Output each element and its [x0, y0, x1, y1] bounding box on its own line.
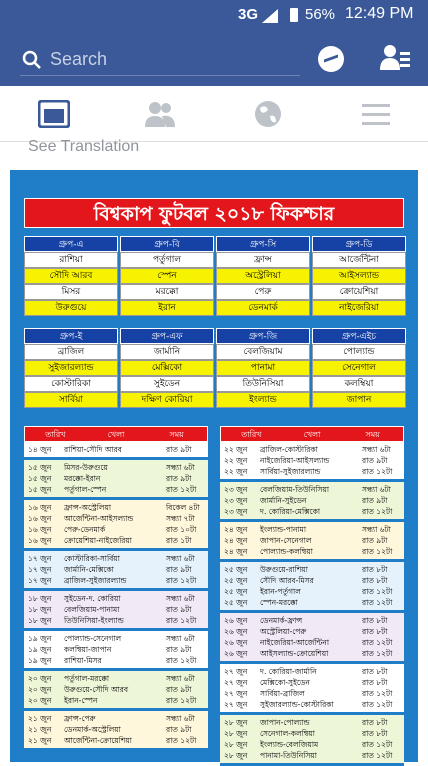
- match-teams: আর্জেন্টিনা-ক্রোয়েশিয়া: [64, 736, 132, 745]
- match-time: রাত ১২টা: [362, 587, 393, 596]
- match-row: [24, 553, 208, 564]
- match-teams: স্পেন-মরক্কো: [260, 598, 298, 607]
- schedule-left: [24, 426, 208, 751]
- match-row: [24, 615, 208, 626]
- match-teams: বেলজিয়াম-পানামা: [64, 605, 120, 614]
- match-date: ২৮ জুন: [224, 718, 248, 727]
- battery-icon: [290, 8, 298, 22]
- globe-icon[interactable]: [252, 100, 284, 128]
- group-column: [216, 236, 310, 316]
- match-teams: ব্রাজিল-কোস্টারিকা: [260, 445, 318, 454]
- match-teams: রাশিয়া-সৌদি আরব: [64, 445, 122, 454]
- match-time: রাত ৮টা: [362, 678, 388, 687]
- match-day-block: [24, 460, 208, 500]
- match-time: রাত ৯টা: [362, 496, 388, 505]
- match-row: [220, 637, 404, 648]
- match-teams: ইরান-স্পেন: [64, 696, 98, 705]
- team-cell: পানামা: [216, 360, 310, 376]
- match-row: [220, 484, 404, 495]
- facebook-top-bar: [0, 30, 428, 86]
- match-date: ২০ জুন: [28, 696, 52, 705]
- match-row: [220, 739, 404, 750]
- match-time: রাত ৯টা: [166, 725, 192, 734]
- match-teams: নাইজেরিয়া-আর্জেন্টিনা: [260, 638, 330, 647]
- match-row: [24, 535, 208, 546]
- team-cell: বেলজিয়াম: [216, 344, 310, 360]
- match-time: রাত ১২টা: [362, 467, 393, 476]
- match-teams: উরুগুয়ে-রাশিয়া: [260, 565, 308, 574]
- match-day-block: [220, 442, 404, 482]
- team-cell: মরক্কো: [120, 284, 214, 300]
- match-teams: দ. কোরিয়া-মেক্সিকো: [260, 507, 321, 516]
- match-row: [220, 524, 404, 535]
- team-cell: ইরান: [120, 300, 214, 316]
- match-day-block: [220, 664, 404, 715]
- match-row: [24, 473, 208, 484]
- match-row: [220, 466, 404, 477]
- group-header: গ্রুপ-সি: [216, 236, 310, 252]
- match-row: [220, 546, 404, 557]
- match-teams: নাইজেরিয়া-আইসল্যান্ড: [260, 456, 330, 465]
- match-row: [24, 444, 208, 455]
- match-row: [24, 502, 208, 513]
- match-date: ২৪ জুন: [224, 525, 248, 534]
- match-time: রাত ৯টা: [166, 445, 192, 454]
- match-time: রাত ১২টা: [362, 598, 393, 607]
- schedule-header-cell: সময়: [365, 430, 380, 439]
- match-time: সন্ধ্যা ৬টা: [362, 485, 391, 494]
- group-header: গ্রুপ-এইচ: [312, 328, 406, 344]
- match-time: রাত ৮টা: [362, 616, 388, 625]
- match-date: ২২ জুন: [224, 456, 248, 465]
- friends-tab-icon[interactable]: [144, 100, 176, 128]
- team-cell: দক্ষিণ কোরিয়া: [120, 392, 214, 408]
- match-day-block: [24, 442, 208, 460]
- match-date: ২৩ জুন: [224, 507, 248, 516]
- match-time: রাত ১২টা: [166, 736, 197, 745]
- match-row: [24, 695, 208, 706]
- match-teams: পর্তুগাল-মরক্কো: [64, 674, 110, 683]
- match-time: রাত ৯টা: [166, 474, 192, 483]
- match-teams: সুইডেন-দ. কোরিয়া: [64, 594, 121, 603]
- match-date: ১৬ জুন: [28, 525, 52, 534]
- match-date: ২৭ জুন: [224, 689, 248, 698]
- match-day-block: [220, 613, 404, 664]
- match-date: ২১ জুন: [28, 725, 52, 734]
- match-row: [220, 444, 404, 455]
- match-row: [24, 724, 208, 735]
- match-time: রাত ৯টা: [166, 605, 192, 614]
- team-cell: সার্বিয়া: [24, 392, 118, 408]
- match-row: [24, 633, 208, 644]
- group-header: গ্রুপ-ডি: [312, 236, 406, 252]
- match-teams: আর্জেন্টিনা-আইসল্যান্ড: [64, 514, 134, 523]
- match-time: রাত ১২টা: [362, 700, 393, 709]
- match-row: [220, 564, 404, 575]
- match-teams: কলম্বিয়া-জাপান: [64, 645, 112, 654]
- messenger-icon[interactable]: [318, 46, 344, 72]
- match-time: রাত ১২টা: [362, 751, 393, 760]
- group-header: গ্রুপ-ই: [24, 328, 118, 344]
- group-column: [24, 328, 118, 408]
- match-row: [24, 564, 208, 575]
- match-teams: জার্মানি-মেক্সিকো: [64, 565, 114, 574]
- match-teams: পেরু-ডেনমার্ক: [64, 525, 106, 534]
- match-row: [24, 684, 208, 695]
- team-cell: কলম্বিয়া: [312, 376, 406, 392]
- group-column: [120, 328, 214, 408]
- match-time: রাত ১২টা: [166, 616, 197, 625]
- group-column: [216, 328, 310, 408]
- match-date: ১৯ জুন: [28, 645, 52, 654]
- match-date: ২৪ জুন: [224, 536, 248, 545]
- match-teams: ক্রোয়েশিয়া-নাইজেরিয়া: [64, 536, 132, 545]
- match-teams: জাপান-পোল্যান্ড: [260, 718, 310, 727]
- match-row: [24, 462, 208, 473]
- match-time: সন্ধ্যা ৬টা: [362, 525, 391, 534]
- team-cell: আইসল্যান্ড: [312, 268, 406, 284]
- match-time: সন্ধ্যা ৬টা: [166, 714, 195, 723]
- team-cell: সেনেগাল: [312, 360, 406, 376]
- match-teams: ব্রাজিল-সুইজারল্যান্ড: [64, 576, 127, 585]
- match-time: রাত ৯টা: [362, 456, 388, 465]
- match-teams: সার্বিয়া-সুইজারল্যান্ড: [260, 467, 321, 476]
- search-box[interactable]: [20, 44, 300, 76]
- match-time: রাত ৯টা: [362, 536, 388, 545]
- match-row: [220, 455, 404, 466]
- match-time: রাত ১২টা: [362, 649, 393, 658]
- network-indicator: 3G: [238, 6, 259, 23]
- search-input[interactable]: [50, 46, 290, 72]
- match-row: [24, 673, 208, 684]
- match-day-block: [220, 562, 404, 613]
- match-date: ২২ জুন: [224, 467, 248, 476]
- match-teams: পোল্যান্ড-কলম্বিয়া: [260, 547, 313, 556]
- match-teams: সুইজারল্যান্ড-কোস্টারিকা: [260, 700, 334, 709]
- match-date: ১৫ জুন: [28, 485, 52, 494]
- see-translation-link[interactable]: See Translation: [28, 138, 140, 155]
- match-row: [220, 717, 404, 728]
- match-date: ২৩ জুন: [224, 496, 248, 505]
- match-row: [24, 593, 208, 604]
- match-date: ১৪ জুন: [28, 445, 52, 454]
- match-teams: ইংল্যান্ড-বেলজিয়াম: [260, 740, 319, 749]
- match-teams: সেনেগাল-কলম্বিয়া: [260, 729, 315, 738]
- match-date: ২৮ জুন: [224, 729, 248, 738]
- match-time: রাত ১২টা: [166, 696, 197, 705]
- team-cell: পর্তুগাল: [120, 252, 214, 268]
- match-date: ২২ জুন: [224, 445, 248, 454]
- match-time: সন্ধ্যা ৬টা: [166, 634, 195, 643]
- match-row: [220, 586, 404, 597]
- match-teams: পর্তুগাল-স্পেন: [64, 485, 107, 494]
- match-time: সন্ধ্যা ৬টা: [166, 674, 195, 683]
- match-time: সন্ধ্যা ৬টা: [362, 445, 391, 454]
- match-date: ১৮ জুন: [28, 594, 52, 603]
- match-row: [24, 655, 208, 666]
- team-cell: ফ্রান্স: [216, 252, 310, 268]
- match-date: ২৬ জুন: [224, 649, 248, 658]
- match-teams: দ. কোরিয়া-জার্মানি: [260, 667, 317, 676]
- match-teams: পানামা-তিউনিসিয়া: [260, 751, 317, 760]
- schedule-header-cell: খেলা: [107, 430, 125, 439]
- match-teams: ডেনমার্ক-অস্ট্রেলিয়া: [64, 725, 121, 734]
- match-day-block: [24, 711, 208, 751]
- match-date: ২০ জুন: [28, 674, 52, 683]
- match-date: ২৮ জুন: [224, 740, 248, 749]
- match-teams: ফ্রান্স-পেরু: [64, 714, 96, 723]
- match-teams: মরক্কো-ইরান: [64, 474, 101, 483]
- match-date: ১৭ জুন: [28, 576, 52, 585]
- match-teams: রাশিয়া-মিসর: [64, 656, 102, 665]
- team-cell: সৌদি আরব: [24, 268, 118, 284]
- news-feed-icon[interactable]: [38, 100, 70, 128]
- match-row: [24, 513, 208, 524]
- match-time: সন্ধ্যা ৬টা: [166, 463, 195, 472]
- match-time: রাত ১২টা: [362, 689, 393, 698]
- match-date: ১৮ জুন: [28, 605, 52, 614]
- match-time: রাত ৮টা: [362, 667, 388, 676]
- match-day-block: [24, 631, 208, 671]
- match-date: ১৯ জুন: [28, 634, 52, 643]
- match-time: রাত ৮টা: [362, 718, 388, 727]
- group-header: গ্রুপ-এফ: [120, 328, 214, 344]
- match-row: [220, 495, 404, 506]
- match-day-block: [220, 522, 404, 562]
- match-date: ১৬ জুন: [28, 503, 52, 512]
- match-teams: ফ্রান্স-অস্ট্রেলিয়া: [64, 503, 112, 512]
- match-time: রাত ১২টা: [362, 547, 393, 556]
- match-teams: ইংল্যান্ড-পানামা: [260, 525, 307, 534]
- match-date: ১৯ জুন: [28, 656, 52, 665]
- match-day-block: [24, 671, 208, 711]
- search-icon: [22, 50, 42, 70]
- match-day-block: [24, 500, 208, 551]
- team-cell: ডেনমার্ক: [216, 300, 310, 316]
- match-teams: জার্মানি-সুইডেন: [260, 496, 307, 505]
- match-day-block: [220, 482, 404, 522]
- team-cell: জার্মানি: [120, 344, 214, 360]
- match-teams: সৌদি আরব-মিসর: [260, 576, 314, 585]
- match-row: [24, 713, 208, 724]
- match-date: ১৭ জুন: [28, 565, 52, 574]
- match-row: [220, 575, 404, 586]
- match-date: ২৭ জুন: [224, 700, 248, 709]
- match-time: রাত ১২টা: [362, 740, 393, 749]
- match-row: [220, 677, 404, 688]
- team-cell: ব্রাজিল: [24, 344, 118, 360]
- match-date: ১৬ জুন: [28, 514, 52, 523]
- match-teams: বেলজিয়াম-তিউনিসিয়া: [260, 485, 330, 494]
- match-teams: অস্ট্রেলিয়া-পেরু: [260, 627, 307, 636]
- schedule-header-cell: তারিখ: [45, 430, 66, 439]
- team-cell: তিউনিসিয়া: [216, 376, 310, 392]
- match-time: সন্ধ্যা ৭টা: [166, 514, 195, 523]
- match-row: [220, 506, 404, 517]
- match-row: [220, 666, 404, 677]
- match-row: [220, 535, 404, 546]
- match-time: রাত ১২টা: [166, 656, 197, 665]
- schedule-header-cell: তারিখ: [241, 430, 262, 439]
- match-teams: মিসর-উরুগুয়ে: [64, 463, 108, 472]
- match-teams: সার্বিয়া-ব্রাজিল: [260, 689, 305, 698]
- match-date: ২৭ জুন: [224, 678, 248, 687]
- match-time: রাত ১০টা: [166, 525, 197, 534]
- match-date: ২৫ জুন: [224, 598, 248, 607]
- menu-icon[interactable]: [360, 100, 392, 128]
- match-teams: কোস্টারিকা-সার্বিয়া: [64, 554, 120, 563]
- match-date: ২৫ জুন: [224, 576, 248, 585]
- team-cell: ইংল্যান্ড: [216, 392, 310, 408]
- match-row: [220, 750, 404, 761]
- match-date: ২১ জুন: [28, 736, 52, 745]
- match-day-block: [24, 551, 208, 591]
- match-teams: আইসল্যান্ড-ক্রোয়েশিয়া: [260, 649, 329, 658]
- team-cell: ক্রোয়েশিয়া: [312, 284, 406, 300]
- team-cell: জাপান: [312, 392, 406, 408]
- battery-percent: 56%: [305, 6, 336, 23]
- match-date: ২৬ জুন: [224, 638, 248, 647]
- group-column: [312, 236, 406, 316]
- schedule-header: [24, 426, 208, 442]
- team-cell: আর্জেন্টিনা: [312, 252, 406, 268]
- match-time: বিকেল ৪টা: [166, 503, 200, 512]
- group-column: [312, 328, 406, 408]
- match-row: [220, 597, 404, 608]
- nav-tabs: [0, 86, 428, 142]
- group-header: গ্রুপ-এ: [24, 236, 118, 252]
- match-time: রাত ১২টা: [362, 507, 393, 516]
- match-row: [220, 699, 404, 710]
- group-header: গ্রুপ-জি: [216, 328, 310, 344]
- match-teams: ইরান-পর্তুগাল: [260, 587, 301, 596]
- team-cell: রাশিয়া: [24, 252, 118, 268]
- match-date: ২৩ জুন: [224, 485, 248, 494]
- group-column: [120, 236, 214, 316]
- match-teams: উরুগুয়ে-সৌদি আরব: [64, 685, 129, 694]
- match-date: ২৭ জুন: [224, 667, 248, 676]
- match-row: [24, 644, 208, 655]
- schedule-right: [220, 426, 404, 766]
- match-date: ২৬ জুন: [224, 616, 248, 625]
- schedule-header: [220, 426, 404, 442]
- schedule-header-cell: সময়: [169, 430, 184, 439]
- match-time: রাত ৮টা: [362, 576, 388, 585]
- match-teams: তিউনিসিয়া-ইংল্যান্ড: [64, 616, 124, 625]
- match-time: রাত ১২টা: [166, 576, 197, 585]
- match-date: ১৭ জুন: [28, 554, 52, 563]
- team-cell: সুইডেন: [120, 376, 214, 392]
- match-time: রাত ৮টা: [362, 565, 388, 574]
- team-cell: নাইজেরিয়া: [312, 300, 406, 316]
- match-date: ১৮ জুন: [28, 616, 52, 625]
- match-date: ২৬ জুন: [224, 627, 248, 636]
- group-header: গ্রুপ-বি: [120, 236, 214, 252]
- friend-requests-icon[interactable]: [380, 44, 410, 70]
- match-row: [24, 735, 208, 746]
- match-time: সন্ধ্যা ৬টা: [166, 594, 195, 603]
- match-date: ২৫ জুন: [224, 587, 248, 596]
- match-time: রাত ৮টা: [362, 627, 388, 636]
- match-date: ২৫ জুন: [224, 565, 248, 574]
- team-cell: মিসর: [24, 284, 118, 300]
- match-row: [24, 524, 208, 535]
- match-time: রাত ১২টা: [166, 485, 197, 494]
- match-time: রাত ৯টা: [166, 565, 192, 574]
- match-day-block: [24, 591, 208, 631]
- match-row: [220, 626, 404, 637]
- match-teams: মেক্সিকো-সুইডেন: [260, 678, 310, 687]
- match-row: [220, 728, 404, 739]
- match-date: ১৬ জুন: [28, 536, 52, 545]
- match-time: সন্ধ্যা ৬টা: [166, 554, 195, 563]
- team-cell: অস্ট্রেলিয়া: [216, 268, 310, 284]
- match-teams: ডেনমার্ক-ফ্রান্স: [260, 616, 303, 625]
- match-teams: জাপান-সেনেগাল: [260, 536, 312, 545]
- team-cell: সুইজারল্যান্ড: [24, 360, 118, 376]
- match-time: রাত ৮টা: [362, 729, 388, 738]
- match-row: [24, 604, 208, 615]
- team-cell: কোস্টারিকা: [24, 376, 118, 392]
- match-time: রাত ৯টা: [166, 685, 192, 694]
- team-cell: মেক্সিকো: [120, 360, 214, 376]
- match-time: রাত ১২টা: [362, 638, 393, 647]
- clock: 12:49 PM: [345, 5, 414, 22]
- match-date: ২১ জুন: [28, 714, 52, 723]
- match-time: রাত ৯টা: [166, 645, 192, 654]
- match-teams: পোল্যান্ড-সেনেগাল: [64, 634, 122, 643]
- match-date: ২৮ জুন: [224, 751, 248, 760]
- team-cell: পেরু: [216, 284, 310, 300]
- status-bar: [0, 0, 428, 30]
- match-date: ১৫ জুন: [28, 474, 52, 483]
- schedule-header-cell: খেলা: [303, 430, 321, 439]
- match-time: রাত ১টা: [166, 536, 192, 545]
- match-row: [220, 648, 404, 659]
- team-cell: উরুগুয়ে: [24, 300, 118, 316]
- match-date: ২০ জুন: [28, 685, 52, 694]
- match-row: [220, 688, 404, 699]
- match-row: [24, 575, 208, 586]
- group-column: [24, 236, 118, 316]
- match-date: ২৪ জুন: [224, 547, 248, 556]
- team-cell: পোল্যান্ড: [312, 344, 406, 360]
- match-row: [220, 615, 404, 626]
- match-date: ১৫ জুন: [28, 463, 52, 472]
- team-cell: স্পেন: [120, 268, 214, 284]
- signal-icon: [262, 9, 278, 23]
- match-row: [24, 484, 208, 495]
- match-day-block: [220, 715, 404, 766]
- fixture-poster: [10, 170, 418, 762]
- poster-title: বিশ্বকাপ ফুটবল ২০১৮ ফিকশ্চার: [24, 198, 404, 228]
